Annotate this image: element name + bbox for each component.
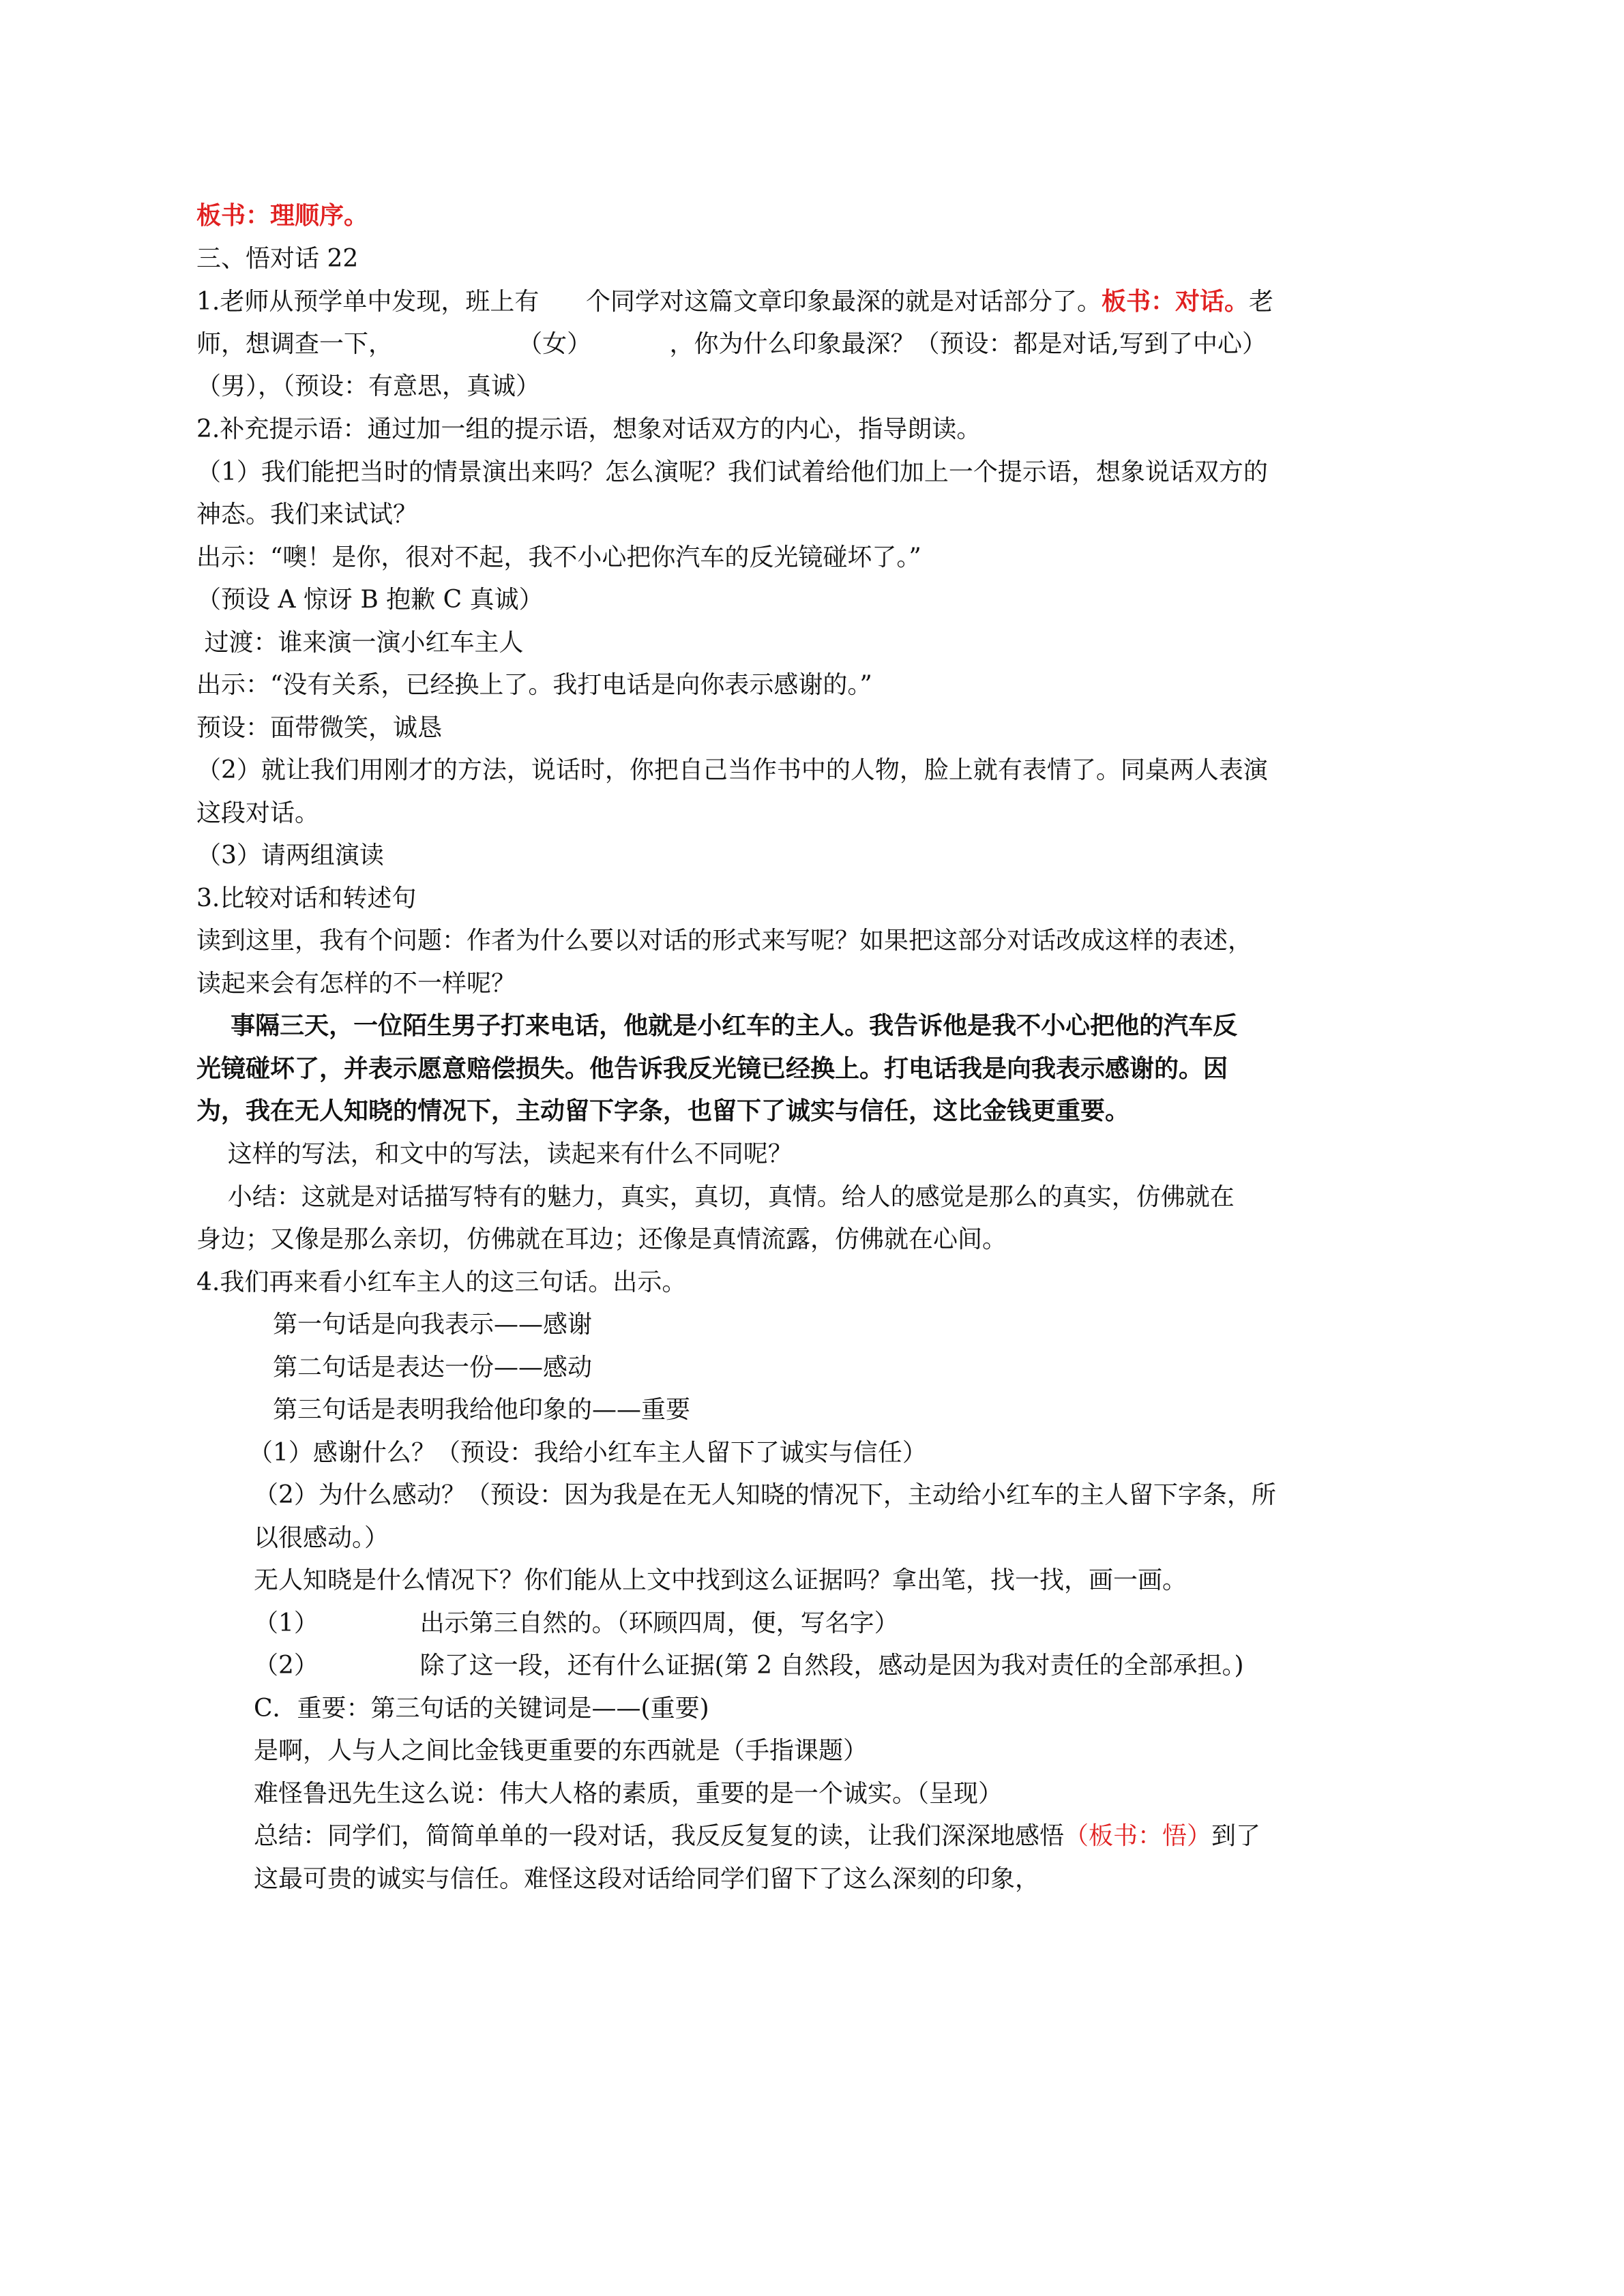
quoted-passage-line: 为，我在无人知晓的情况下，主动留下字条，也留下了诚实与信任，这比金钱更重要。 bbox=[196, 1097, 1130, 1125]
paragraph-line: （男），（预设：有意思，真诚） bbox=[196, 372, 541, 400]
paragraph-line: 读到这里，我有个问题：作者为什么要以对话的形式来写呢？如果把这部分对话改成这样的表述， bbox=[196, 927, 1253, 955]
paragraph-line: 第二句话是表达一份——感动 bbox=[273, 1354, 593, 1382]
paragraph-line: 小结：这就是对话描写特有的魅力，真实，真切，真情。给人的感觉是那么的真实，仿佛就在 bbox=[196, 1183, 1235, 1211]
paragraph-line: 读起来会有怎样的不一样呢？ bbox=[196, 970, 516, 998]
paragraph-line: （2） 除了这一段，还有什么证据(第 2 自然段，感动是因为我对责任的全部承担。) bbox=[254, 1652, 1244, 1680]
text-span: 1.老师从预学单中发现，班上有 个同学对这篇文章印象最深的就是对话部分了。 bbox=[196, 288, 1102, 316]
text-span: 老 bbox=[1249, 288, 1274, 316]
item-heading: 4.我们再来看小红车主人的这三句话。出示。 bbox=[196, 1268, 687, 1296]
blackboard-note-dialogue: 板书：对话。 bbox=[1102, 288, 1250, 316]
paragraph-line: （3）请两组演读 bbox=[196, 841, 384, 869]
paragraph-line: 神态。我们来试试？ bbox=[196, 501, 418, 528]
paragraph-line: 是啊，人与人之间比金钱更重要的东西就是（手指课题） bbox=[254, 1737, 868, 1765]
paragraph-line: 这最可贵的诚实与信任。难怪这段对话给同学们留下了这么深刻的印象， bbox=[254, 1865, 1040, 1893]
paragraph-line: 难怪鲁迅先生这么说：伟大人格的素质，重要的是一个诚实。（呈现） bbox=[254, 1780, 1003, 1808]
item-heading: 2.补充提示语：通过加一组的提示语，想象对话双方的内心，指导朗读。 bbox=[196, 415, 981, 443]
paragraph-line: 过渡：谁来演一演小红车主人 bbox=[196, 629, 524, 657]
paragraph-line: （2）就让我们用刚才的方法，说话时，你把自己当作书中的人物，脸上就有表情了。同桌两人表演 bbox=[196, 756, 1268, 784]
paragraph-line: 出示：“噢！是你，很对不起，我不小心把你汽车的反光镜碰坏了。” bbox=[196, 543, 921, 571]
blackboard-note-realize: （板书：悟） bbox=[1064, 1822, 1212, 1850]
blackboard-note-order: 板书：理顺序。 bbox=[196, 202, 369, 230]
paragraph-line: 第一句话是向我表示——感谢 bbox=[273, 1311, 593, 1339]
quoted-passage-line: 光镜碰坏了，并表示愿意赔偿损失。他告诉我反光镜已经换上。打电话我是向我表示感谢的。因 bbox=[196, 1055, 1228, 1083]
paragraph-line: 无人知晓是什么情况下？你们能从上文中找到这么证据吗？拿出笔，找一找，画一画。 bbox=[254, 1566, 1187, 1594]
paragraph-line: 身边；又像是那么亲切，仿佛就在耳边；还像是真情流露，仿佛就在心间。 bbox=[196, 1225, 1007, 1253]
quoted-passage-line: 事隔三天，一位陌生男子打来电话，他就是小红车的主人。我告诉他是我不小心把他的汽车反 bbox=[196, 1012, 1238, 1040]
paragraph-line: （1）我们能把当时的情景演出来吗？怎么演呢？我们试着给他们加上一个提示语，想象说话双方的 bbox=[196, 458, 1268, 486]
text-span: 总结：同学们，简简单单的一段对话，我反反复复的读，让我们深深地感悟 bbox=[254, 1822, 1065, 1850]
paragraph-line: （1）感谢什么？（预设：我给小红车主人留下了诚实与信任） bbox=[248, 1439, 927, 1467]
paragraph-line bbox=[254, 1821, 1260, 1852]
paragraph-line bbox=[196, 286, 1273, 318]
paragraph-line: 师，想调查一下， （女） ，你为什么印象最深？（预设：都是对话,写到了中心） bbox=[196, 330, 1267, 358]
paragraph-line: 出示：“没有关系，已经换上了。我打电话是向你表示感谢的。” bbox=[196, 671, 872, 699]
section-heading-dialogue: 三、悟对话 22 bbox=[196, 245, 359, 273]
paragraph-line: 第三句话是表明我给他印象的——重要 bbox=[273, 1396, 691, 1424]
paragraph-line: （2）为什么感动？（预设：因为我是在无人知晓的情况下，主动给小红车的主人留下字条，所 bbox=[254, 1481, 1276, 1509]
paragraph-line: 这段对话。 bbox=[196, 799, 320, 827]
paragraph-line: C．重要：第三句话的关键词是——(重要) bbox=[254, 1695, 709, 1723]
paragraph-line: 以很感动。） bbox=[254, 1524, 389, 1552]
paragraph-line: （预设 A 惊讶 B 抱歉 C 真诚） bbox=[196, 586, 544, 614]
paragraph-line: 这样的写法，和文中的写法，读起来有什么不同呢？ bbox=[196, 1140, 793, 1168]
text-span: 到了 bbox=[1211, 1822, 1261, 1850]
item-heading: 3.比较对话和转述句 bbox=[196, 884, 417, 912]
paragraph-line: 预设：面带微笑，诚恳 bbox=[196, 714, 443, 742]
paragraph-line: （1） 出示第三自然的。（环顾四周，便，写名字） bbox=[254, 1609, 899, 1637]
